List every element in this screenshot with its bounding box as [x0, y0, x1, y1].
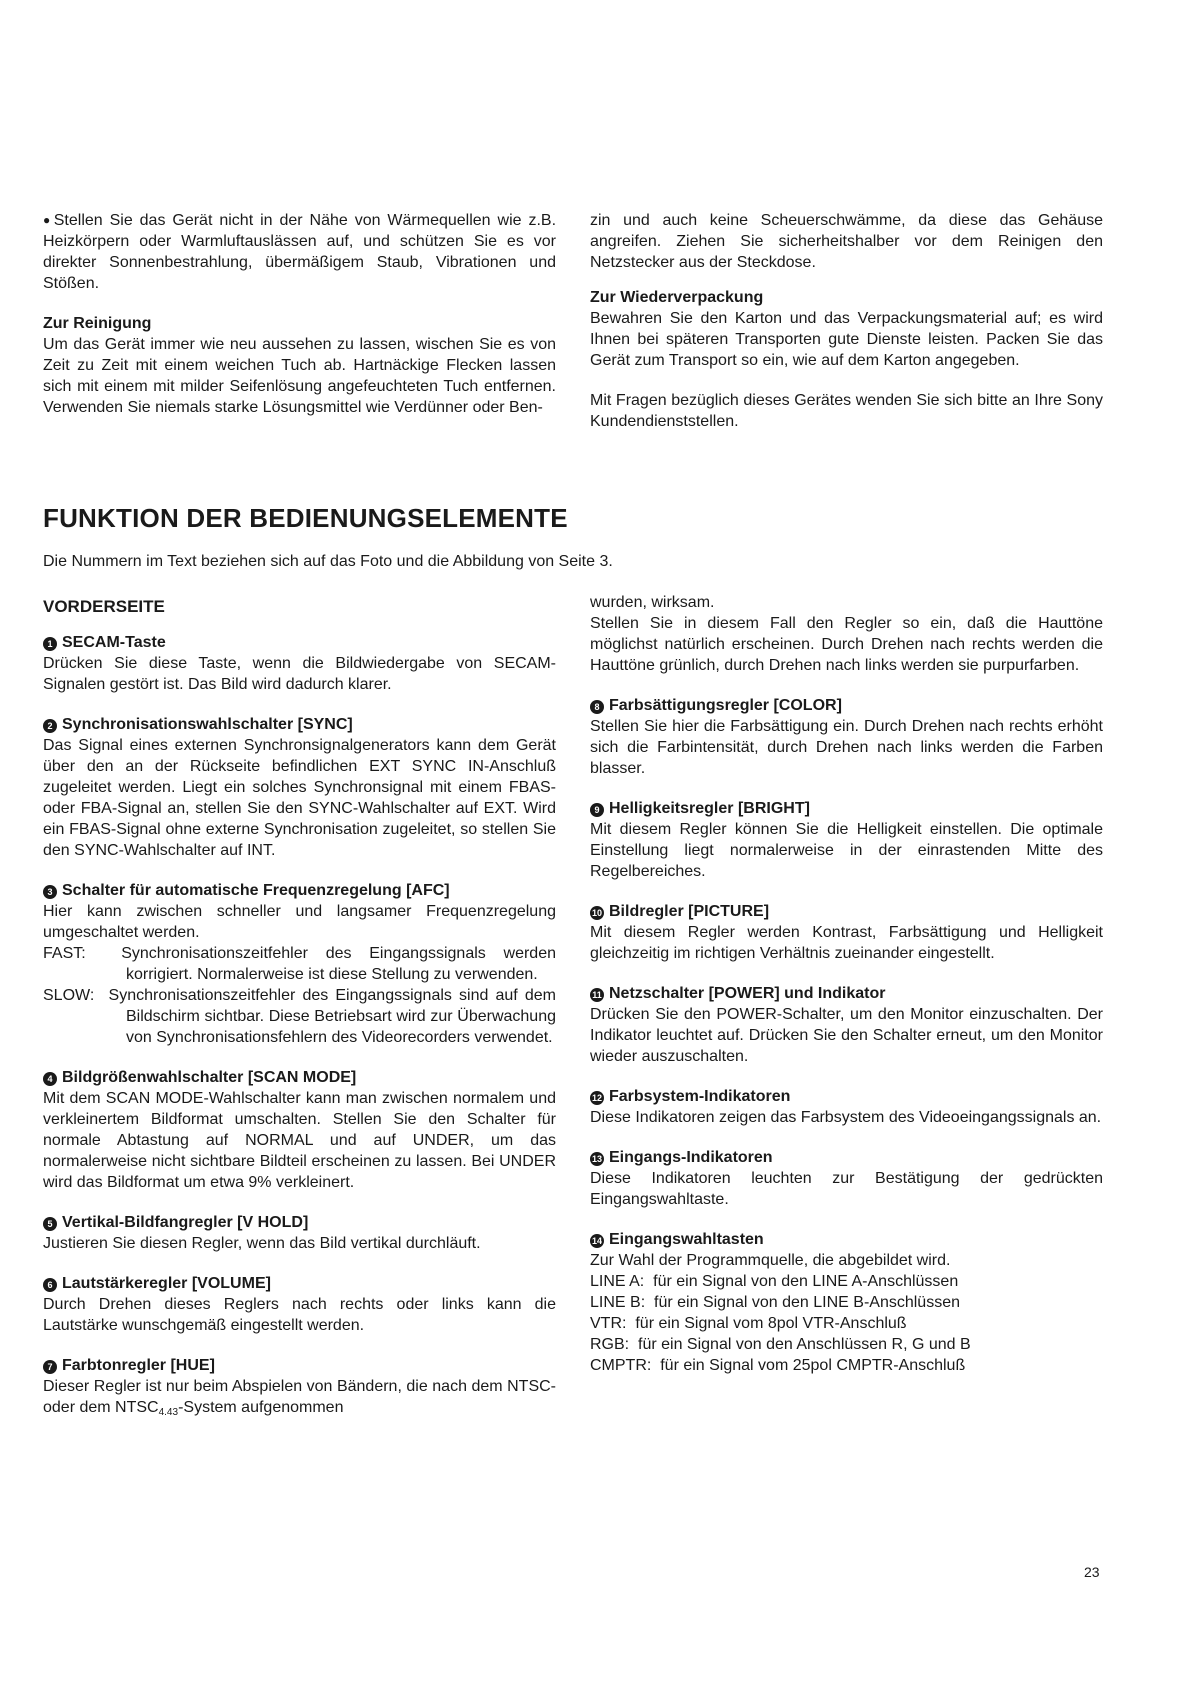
number-badge: 4 [43, 1072, 57, 1086]
afc-slow-desc: Synchronisationszeitfehler des Eingangssignals sind auf dem Bildschirm sichtbar. Diese Betriebsart wird zur Überwachung von Synchronisationsfehlern des Videorecorders verwendet. [108, 987, 557, 1046]
item-4-heading: 4 Bildgrößenwahlschalter [SCAN MODE] [43, 1067, 556, 1088]
item-1-text: Drücken Sie diese Taste, wenn die Bildwiedergabe von SECAM-Signalen gestört ist. Das Bild wird dadurch klarer. [43, 655, 556, 693]
item-7-heading: 7 Farbtonregler [HUE] [43, 1355, 556, 1376]
questions-text: Mit Fragen bezüglich dieses Gerätes wenden Sie sich bitte an Ihre Sony Kundendienststellen. [590, 392, 1103, 430]
item-8-heading: 8 Farbsättigungsregler [COLOR] [590, 695, 1103, 716]
cleaning-heading: Zur Reinigung [43, 315, 152, 332]
item-13-heading: 13 Eingangs-Indikatoren [591, 1149, 773, 1166]
item-2-heading: 2 Synchronisationswahlschalter [SYNC] [43, 714, 556, 735]
number-badge: 10 [591, 908, 602, 918]
item-11-text: Drücken Sie den POWER-Schalter, um den Monitor einzuschalten. Der Indikator leuchtet auf. Drücken Sie den Schalter erneut, um den Monitor wieder auszuschalten. [590, 1006, 1103, 1065]
number-badge: 5 [43, 1217, 57, 1231]
number-badge: 9 [590, 803, 604, 817]
repacking-heading: Zur Wiederverpackung [590, 289, 764, 306]
item-7-text: Dieser Regler ist nur beim Abspielen von Bändern, die nach dem NTSC- oder dem $NTSC_{4.43}$-System aufgenommen [43, 1378, 556, 1418]
item-11-heading: 11 Netzschalter [POWER] und Indikator [590, 983, 1103, 1004]
item-13-text: Diese Indikatoren leuchten zur Bestätigung der gedrückten Eingangswahltaste. [590, 1170, 1103, 1208]
section-title: FUNKTION DER BEDIENUNGSELEMENTE [43, 503, 568, 533]
afc-fast-definition [43, 943, 556, 985]
item-10-heading: 10 Bildregler [PICTURE] [591, 903, 770, 920]
item-3-text: Hier kann zwischen schneller und langsamer Frequenzregelung umgeschaltet werden. [43, 903, 556, 941]
top-left-column [43, 210, 556, 418]
input-rgb: RGB: für ein Signal von den Anschlüssen R, G und B [590, 1336, 971, 1353]
number-badge: 7 [43, 1360, 57, 1374]
number-badge: 1 [43, 637, 57, 651]
section-intro: Die Nummern im Text beziehen sich auf das Foto und die Abbildung von Seite 3. [43, 553, 613, 570]
item-9-heading: 9 Helligkeitsregler [BRIGHT] [590, 798, 1103, 819]
item-6-heading: 6 Lautstärkeregler [VOLUME] [43, 1273, 556, 1294]
number-badge: 8 [590, 700, 604, 714]
top-right-column [590, 210, 1103, 432]
item-7-text-continued: wurden, wirksam. [590, 594, 715, 611]
item-14-text: Zur Wahl der Programmquelle, die abgebildet wird. [590, 1252, 951, 1269]
number-badge: 3 [43, 885, 57, 899]
number-badge: 12 [591, 1093, 602, 1103]
bullet-icon: ● [43, 213, 53, 227]
item-3-heading: 3 Schalter für automatische Frequenzregelung [AFC] [43, 880, 556, 901]
afc-fast-desc: Synchronisationszeitfehler des Eingangssignals werden korrigiert. Normalerweise ist diese Stellung zu verwenden. [121, 945, 556, 983]
placement-paragraph: ●Stellen Sie das Gerät nicht in der Nähe von Wärmequellen wie z.B. Heizkörpern oder Warmluftauslässen auf, und schützen Sie es vor direkter Sonnenbestrahlung, übermäßigem Staub, Vibrationen und Stößen. [43, 212, 557, 292]
item-5-text: Justieren Sie diesen Regler, wenn das Bild vertikal durchläuft. [43, 1235, 481, 1252]
afc-slow-definition [43, 985, 556, 1048]
input-vtr: VTR: für ein Signal vom 8pol VTR-Anschluß [590, 1315, 907, 1332]
page-number: 23 [1084, 1564, 1100, 1580]
item-4-text: Mit dem SCAN MODE-Wahlschalter kann man zwischen normalem und verkleinertem Bildformat umschalten. Stellen Sie den Schalter für normale Abtastung auf NORMAL und auf UNDER, um das normalerweise nicht sichtbare Bildteil erscheinen zu lassen. Bei UNDER wird das Bildformat um etwa 9% verkleinert. [43, 1090, 556, 1191]
item-6-text: Durch Drehen dieses Reglers nach rechts oder links kann die Lautstärke wunschgemäß eingestellt werden. [43, 1296, 556, 1334]
item-14-heading: 14 Eingangswahltasten [591, 1231, 764, 1248]
item-12-heading: 12 Farbsystem-Indikatoren [591, 1088, 791, 1105]
item-8-text: Stellen Sie hier die Farbsättigung ein. Durch Drehen nach rechts erhöht sich die Farbintensität, durch Drehen nach links werden die Farben blasser. [590, 718, 1103, 777]
repacking-text: Bewahren Sie den Karton und das Verpackungsmaterial auf; es wird Ihnen bei späteren Transporten gute Dienste leisten. Packen Sie das Gerät zum Transport so ein, wie auf dem Karton angegeben. [590, 310, 1103, 369]
input-line-a: LINE A: für ein Signal von den LINE A-Anschlüssen [590, 1273, 959, 1290]
input-line-b: LINE B: für ein Signal von den LINE B-Anschlüssen [590, 1294, 960, 1311]
cleaning-continued-text: zin und auch keine Scheuerschwämme, da diese das Gehäuse angreifen. Ziehen Sie sicherheitshalber vor dem Reinigen den Netzstecker aus der Steckdose. [590, 212, 1103, 271]
item-1-heading: 1 SECAM-Taste [43, 632, 556, 653]
item-12-text: Diese Indikatoren zeigen das Farbsystem des Videoeingangssignals an. [590, 1109, 1102, 1126]
afc-slow-term: SLOW: [43, 987, 95, 1004]
afc-fast-term: FAST: [43, 945, 86, 962]
item-2-text: Das Signal eines externen Synchronsignalgenerators kann dem Gerät über den an der Rückseite befindlichen EXT SYNC IN-Anschluß zugeleitet werden. Liegt ein solches Synchronsignal mit einem FBAS- oder FBA-Signal an, stellen Sie den SYNC-Wahlschalter auf EXT. Wird ein FBAS-Signal ohne externe Synchronisation zugeleitet, so stellen Sie den SYNC-Wahlschalter auf INT. [43, 737, 556, 859]
controls-right-column [590, 592, 1103, 1376]
item-7-text-2: Stellen Sie in diesem Fall den Regler so ein, daß die Hauttöne möglichst natürlich erscheinen. Durch Drehen nach rechts werden die Hauttöne grünlich, durch Drehen nach links werden sie purpurfarben. [590, 615, 1103, 674]
ntsc-subscript: 4.43 [158, 1407, 179, 1418]
item-10-text: Mit diesem Regler werden Kontrast, Farbsättigung und Helligkeit gleichzeitig im richtigen Verhältnis zueinander eingestellt. [590, 924, 1103, 962]
number-badge: 2 [43, 719, 57, 733]
input-cmptr: CMPTR: für ein Signal vom 25pol CMPTR-Anschluß [590, 1357, 966, 1374]
number-badge: 14 [591, 1236, 602, 1246]
cleaning-text: Um das Gerät immer wie neu aussehen zu lassen, wischen Sie es von Zeit zu Zeit mit einem weichen Tuch ab. Hartnäckige Flecken lassen sich mit einem mit milder Seifenlösung angefeuchteten Tuch entfernen. Verwenden Sie niemals starke Lösungsmittel wie Verdünner oder Ben- [43, 336, 556, 416]
number-badge: 11 [590, 988, 604, 1002]
item-5-heading: 5 Vertikal-Bildfangregler [V HOLD] [43, 1212, 556, 1233]
front-heading: VORDERSEITE [43, 597, 165, 616]
controls-left-column [43, 596, 556, 1423]
item-9-text: Mit diesem Regler können Sie die Helligkeit einstellen. Die optimale Einstellung liegt normalerweise in der einrastenden Mitte des Regelbereiches. [590, 821, 1103, 880]
number-badge: 6 [43, 1278, 57, 1292]
number-badge: 13 [591, 1154, 602, 1164]
